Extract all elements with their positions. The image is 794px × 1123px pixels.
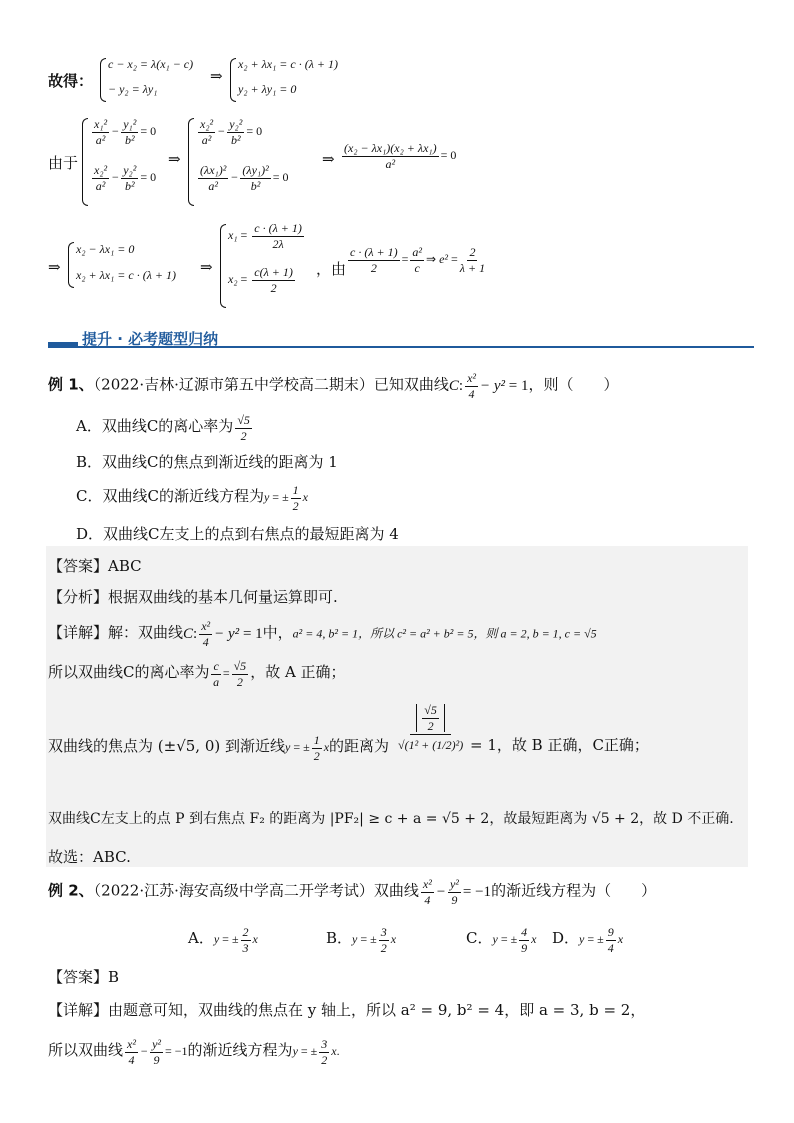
solution-x1: x₁ = $\frac{c \cdot (\lambda + 1)}{2\lambda}$ [228, 221, 302, 251]
system-5-line-2: x₂ + λx₁ = c · (λ + 1) [76, 268, 177, 282]
system-2-line-1: x₂ + λx₁ = c · (λ + 1) [238, 57, 339, 71]
example-1-source: （2022·吉林·辽源市第五中学校高二期末）已知双曲线 [93, 375, 449, 394]
implies-arrow: ⇒ [200, 258, 213, 276]
brace [188, 118, 194, 206]
hyperbola-equation: C: $\frac{\text{x²}}{4}$ − y² = 1 [448, 371, 529, 401]
section-title: 提升 · 必考题型归纳 [82, 330, 219, 348]
detail-line-3: 双曲线的焦点为 (±√5, 0) 到渐近线y = ± $\frac{1}{2}$ x的距离为 [48, 733, 390, 763]
answer-line: 【答案】ABC [48, 557, 142, 575]
brace [100, 58, 106, 102]
ex2-answer-line: 【答案】B [48, 968, 120, 986]
ex2-option-c: C．y = ± $\frac{4}{9}$ x [466, 925, 537, 955]
detail-line-4: 双曲线C左支上的点 P 到右焦点 F₂ 的距离为 |PF₂| ≥ c + a = √5 + 2，故最短距离为 √5 + 2，故 D 不正确. [48, 811, 734, 827]
brace [68, 242, 74, 288]
system-3-line-2: $\frac{\text{x₂²}}{\text{a²}}$ − $\frac{\text{y₂²}}{\text{b²}}$ = 0 [94, 163, 157, 193]
system-4-line-1: $\frac{\text{x₂²}}{\text{a²}}$ − $\frac{\text{y₂²}}{\text{b²}}$ = 0 [200, 117, 263, 147]
system-1-line-2: − y₂ = λy₁ [108, 82, 158, 96]
brace [220, 224, 226, 308]
product-equation: $\frac{\text{(x₂ − λx₁)(x₂ + λx₁)}}{\text{a²}}$ = 0 [344, 141, 457, 171]
solution-x2: x₂ = $\frac{c(\lambda + 1)}{2}$ [228, 265, 293, 295]
by-label: ，由 [316, 260, 347, 278]
system-3-line-1: $\frac{\text{x₁²}}{\text{a²}}$ − $\frac{\text{y₁²}}{\text{b²}}$ = 0 [94, 117, 157, 147]
example-2-source: （2022·江苏·海安高级中学高二开学考试）双曲线 [93, 881, 419, 900]
detail-line-1: 【详解】解：双曲线C: $\frac{\text{x²}}{4}$ − y² = 1中，a² = 4, b² = 1，所以 c² = a² + b² = 5，则 a = 2, b = 1, c = √5 [48, 619, 597, 649]
ex2-answer-value: B [108, 968, 120, 986]
ex2-option-a: A．y = ± $\frac{2}{3}$ x [188, 925, 258, 955]
example-1-label: 例 1、 [48, 375, 94, 394]
option-d: D．双曲线C左支上的点到右焦点的最短距离为 4 [76, 525, 399, 543]
hyperbola-2-equation: $\frac{\text{x²}}{4}$ − $\frac{\text{y²}}{9}$ = −1 [422, 877, 492, 907]
ex2-detail-line-1: 【详解】由题意可知，双曲线的焦点在 y 轴上，所以 a² = 9, b² = 4，即 a = 3, b = 2， [48, 1001, 646, 1019]
system-1-line-1: c − x₂ = λ(x₁ − c) [108, 57, 194, 71]
option-b: B．双曲线C的焦点到渐近线的距离为 1 [76, 453, 338, 471]
implies-arrow: ⇒ [210, 67, 223, 85]
brace [82, 118, 88, 206]
system-2-line-2: y₂ + λy₁ = 0 [238, 82, 297, 96]
example-2-question [48, 878, 656, 906]
distance-fraction: $\frac{\frac{√5}{2}}{\text{√(1² + (1/2)²)}}$ [398, 703, 464, 753]
implies-arrow: ⇒ [322, 150, 335, 168]
example-2-tail: 的渐近线方程为（ ） [491, 881, 657, 900]
detail-line-3-end: = 1，故 B 正确，C正确； [470, 736, 649, 754]
analysis-line: 【分析】根据双曲线的基本几何量运算即可. [48, 588, 338, 606]
so-label: 故得： [48, 72, 94, 90]
answer-value: ABC [108, 557, 142, 575]
ex2-option-b: B．y = ± $\frac{3}{2}$ x [326, 925, 397, 955]
example-1-tail: ，则（ ） [528, 375, 619, 394]
system-4-line-2: $\frac{\text{(λx₁)²}}{\text{a²}}$ − $\frac{\text{(λy₁)²}}{\text{b²}}$ = 0 [200, 163, 289, 193]
since-label: 由于 [48, 154, 79, 172]
detail-line-2: 所以双曲线C的离心率为 $\frac{c}{a}$ = $\frac{√5}{2}$ ，故 A 正确； [48, 659, 346, 689]
option-c: C．双曲线C的渐近线方程为y = ± $\frac{1}{2}$ x [76, 483, 308, 513]
eccentricity-derivation: $\frac{c \cdot (\lambda + 1)}{2}$ = $\frac{\text{a²}}{c}$ ⇒ e² = $\frac{2}{\lambda + 1}$ [350, 245, 486, 275]
implies-arrow: ⇒ [48, 258, 61, 276]
ex2-detail-line-2: 所以双曲线 $\frac{\text{x²}}{4}$ − $\frac{\text{y²}}{9}$ = −1的渐近线方程为y = ± $\frac{3}{2}$ x. [48, 1037, 340, 1067]
implies-arrow: ⇒ [168, 150, 181, 168]
example-1-question [48, 372, 619, 400]
option-a: A．双曲线C的离心率为 $\frac{√5}{2}$ [76, 413, 250, 443]
brace [230, 58, 236, 102]
ex2-option-d: D．y = ± $\frac{9}{4}$ x [552, 925, 624, 955]
system-5-line-1: x₂ − λx₁ = 0 [76, 242, 135, 256]
conclusion: 故选：ABC. [48, 848, 131, 866]
example-2-label: 例 2、 [48, 881, 94, 900]
